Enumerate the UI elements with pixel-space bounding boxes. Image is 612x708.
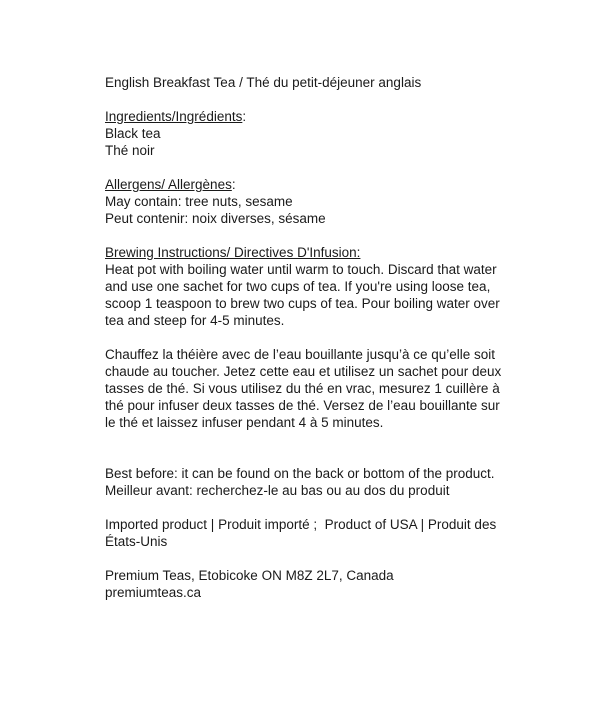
blank-line [105,159,565,176]
contact-address: Premium Teas, Etobicoke ON M8Z 2L7, Canada [105,568,394,583]
origin-line: États-Unis [105,534,168,549]
allergen-line-fr: Peut contenir: noix diverses, sésame [105,211,326,226]
label-text-block [105,74,565,601]
blank-line [105,550,565,567]
brewing-en-line: tea and steep for 4-5 minutes. [105,313,285,328]
brewing-heading [105,244,565,261]
contact-website: premiumteas.ca [105,585,202,600]
allergens-heading [105,176,565,193]
ingredients-heading-colon: : [242,109,247,124]
ingredients-heading-text: Ingredients/Ingrédients [105,109,243,124]
brewing-fr-line: Chauffez la théière avec de l’eau bouillante jusqu’à ce qu’elle soit [105,347,496,362]
origin-line: Imported product | Produit importé ; Product of USA | Produit des [105,517,497,532]
brewing-fr-line: thé pour infuser deux tasses de thé. Versez de l’eau bouillante sur [105,398,500,413]
ingredient-line-en: Black tea [105,126,161,141]
blank-line [105,329,565,346]
brewing-fr-line: chaude au toucher. Jetez cette eau et utilisez un sachet pour deux [105,364,502,379]
blank-line [105,91,565,108]
allergen-line-en: May contain: tree nuts, sesame [105,194,293,209]
brewing-en-line: scoop 1 teaspoon to brew two cups of tea. Pour boiling water over [105,296,500,311]
brewing-heading-text: Brewing Instructions/ Directives D'Infusion: [105,245,361,260]
brewing-fr-line: tasses de thé. Si vous utilisez du thé en vrac, mesurez 1 cuillère à [105,381,500,396]
product-title: English Breakfast Tea / Thé du petit-déjeuner anglais [105,75,422,90]
allergens-heading-colon: : [231,177,236,192]
ingredients-heading [105,108,565,125]
blank-line [105,448,565,465]
best-before-line-en: Best before: it can be found on the back or bottom of the product. [105,466,495,481]
allergens-heading-text: Allergens/ Allergènes [105,177,232,192]
ingredient-line-fr: Thé noir [105,143,155,158]
brewing-fr-line: le thé et laissez infuser pendant 4 à 5 minutes. [105,415,384,430]
blank-line [105,499,565,516]
brewing-en-line: and use one sachet for two cups of tea. If you're using loose tea, [105,279,491,294]
blank-line [105,227,565,244]
brewing-en-line: Heat pot with boiling water until warm to touch. Discard that water [105,262,497,277]
best-before-line-fr: Meilleur avant: recherchez-le au bas ou au dos du produit [105,483,450,498]
blank-line [105,431,565,448]
